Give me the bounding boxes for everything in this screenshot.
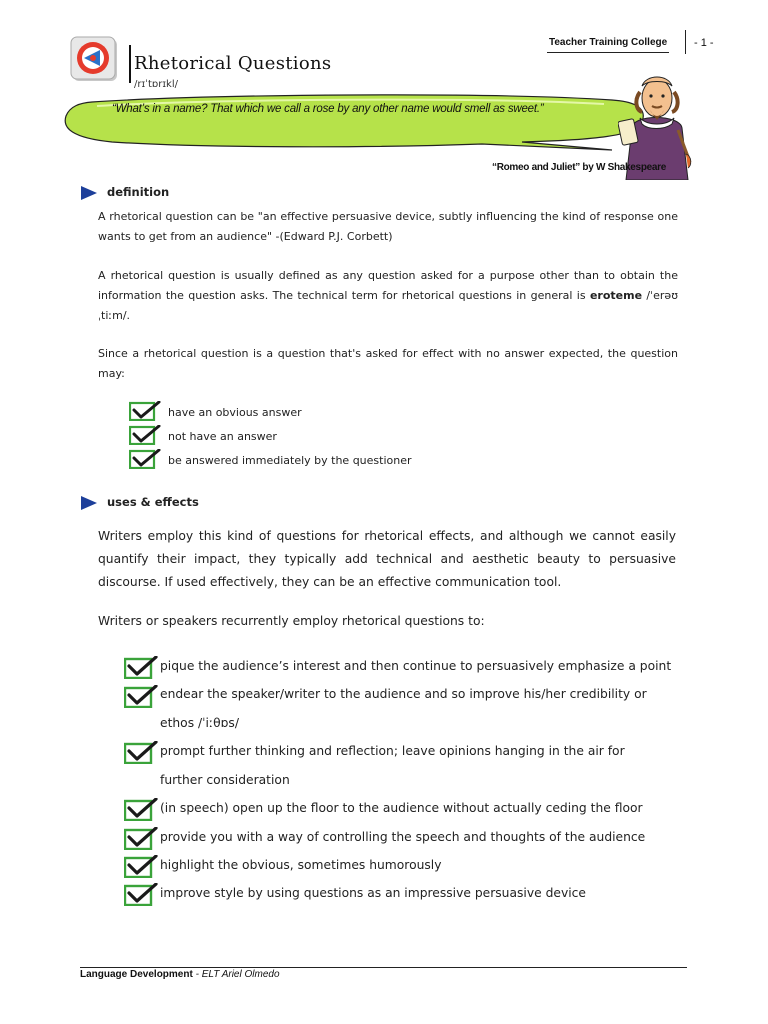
- definition-paragraph-2-text: A rhetorical question is usually defined as any question asked for a purpose other than to obtain the information the question asks. The technical term for rhetorical questions in general is: [98, 269, 678, 302]
- definition-item: not have an answer: [168, 430, 277, 443]
- quote-attribution: “Romeo and Juliet” by W Shakespeare: [492, 162, 666, 173]
- checkmark-icon: [129, 449, 161, 469]
- definition-item: be answered immediately by the questioner: [168, 454, 412, 467]
- footer-course: Language Development: [80, 969, 193, 980]
- footer-rule: [80, 967, 687, 968]
- definition-heading: definition: [107, 185, 170, 199]
- logo-icon: [70, 36, 122, 84]
- definition-paragraph-2: [98, 266, 678, 326]
- footer: [80, 969, 280, 980]
- page-number: - 1 -: [694, 37, 714, 49]
- checkmark-icon: [124, 685, 158, 708]
- speech-bubble: [52, 92, 647, 154]
- uses-item: endear the speaker/writer to the audience and so improve his/her credibility or: [160, 687, 647, 701]
- page-title: Rhetorical Questions: [134, 53, 332, 74]
- checkmark-icon: [124, 798, 158, 821]
- uses-item-continuation: ethos /ˈiːθɒs/: [160, 716, 239, 730]
- uses-item: improve style by using questions as an impressive persuasive device: [160, 886, 586, 900]
- definition-paragraph-1: A rhetorical question can be "an effective persuasive device, subtly influencing the kind of response one wants to get from an audience" -(Edward P.J. Corbett): [98, 210, 678, 243]
- term-eroteme: eroteme: [589, 289, 643, 302]
- title-bar: [129, 45, 131, 83]
- definition-paragraph-3: Since a rhetorical question is a question that's asked for effect with no answer expected, the question may:: [98, 347, 678, 380]
- header-divider: [685, 30, 686, 54]
- definition-item: have an obvious answer: [168, 406, 302, 419]
- eroteme-phonetic: /ˈerəʊˌtiːm/.: [98, 289, 678, 322]
- footer-author: - ELT Ariel Olmedo: [192, 969, 280, 980]
- uses-item: provide you with a way of controlling the speech and thoughts of the audience: [160, 830, 646, 844]
- header-rule: [547, 52, 669, 53]
- checkmark-icon: [124, 855, 158, 878]
- uses-paragraph-2: Writers or speakers recurrently employ rhetorical questions to:: [98, 614, 485, 628]
- uses-item-continuation: further consideration: [160, 773, 290, 787]
- uses-heading: uses & effects: [107, 495, 199, 509]
- checkmark-icon: [124, 656, 158, 679]
- shakespeare-quote: “What’s in a name? That which we call a rose by any other name would smell as sweet.”: [112, 103, 544, 115]
- uses-item: prompt further thinking and reflection; leave opinions hanging in the air for: [160, 744, 625, 758]
- section-arrow-icon: [79, 495, 99, 511]
- college-name: Teacher Training College: [549, 37, 668, 48]
- uses-paragraph-1: Writers employ this kind of questions for rhetorical effects, and although we cannot easily quantify their impact, they typically add technical and aesthetic beauty to persuasive discourse. If used effectively, they can be an effective communication tool.: [98, 529, 676, 589]
- section-arrow-icon: [79, 185, 99, 201]
- title-phonetic: /rɪˈtɒrɪkl/: [134, 79, 178, 90]
- uses-item: (in speech) open up the floor to the audience without actually ceding the floor: [160, 801, 643, 815]
- checkmark-icon: [129, 425, 161, 445]
- checkmark-icon: [124, 827, 158, 850]
- checkmark-icon: [129, 401, 161, 421]
- uses-item: pique the audience’s interest and then continue to persuasively emphasize a point: [160, 659, 672, 673]
- uses-item: highlight the obvious, sometimes humorously: [160, 858, 442, 872]
- checkmark-icon: [124, 741, 158, 764]
- checkmark-icon: [124, 883, 158, 906]
